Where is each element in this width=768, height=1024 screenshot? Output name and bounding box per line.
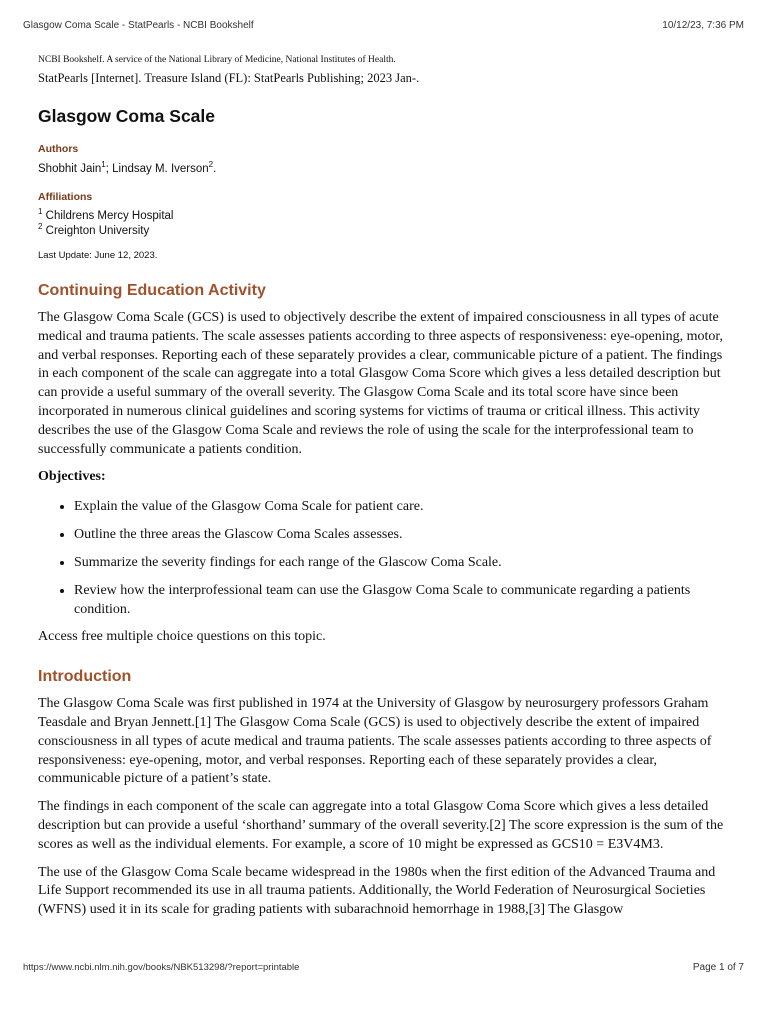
browser-print-title: Glasgow Coma Scale - StatPearls - NCBI Bookshelf bbox=[23, 20, 254, 31]
intro-paragraph-3: The use of the Glasgow Coma Scale became widespread in the 1980s when the first edition of the Advanced Trauma and Life Support recommended its use in all trauma patients. Additionally, the World Federation of Neurosurgical Societies (WFNS) used it in its scale for grading patients with subarachnoid hemorrhage in 1988,[3] The Glasgow bbox=[38, 864, 716, 918]
objective-item: • Review how the interprofessional team can use the Glasgow Coma Scale to communicate regarding a patients condition. bbox=[74, 582, 728, 620]
authors-label: Authors bbox=[38, 143, 79, 155]
citation: StatPearls [Internet]. Treasure Island (FL): StatPearls Publishing; 2023 Jan-. bbox=[38, 71, 420, 85]
print-datetime: 10/12/23, 7:36 PM bbox=[662, 20, 744, 31]
intro-paragraph-2: The findings in each component of the scale can aggregate into a total Glasgow Coma Score which gives a less detailed description but can provide a useful ‘shorthand’ summary of the overall severity.[2] The score expression is the sum of the scores as well as the individual elements. For example, a score of 10 might be expressed as GCS10 = E3V4M3. bbox=[38, 799, 724, 852]
author-separator: ; bbox=[105, 163, 113, 175]
affiliation-2-sup: 2 bbox=[38, 222, 43, 232]
affiliations-label: Affiliations bbox=[38, 191, 93, 203]
access-questions-link[interactable]: Access free multiple choice questions on this topic. bbox=[38, 629, 326, 645]
affiliation-1 bbox=[38, 209, 728, 224]
affiliation-2 bbox=[38, 224, 728, 239]
objective-item: • Summarize the severity findings for each range of the Glascow Coma Scale. bbox=[74, 554, 728, 573]
affiliation-2-text: Creighton University bbox=[42, 225, 150, 237]
intro-paragraph-1: The Glasgow Coma Scale was first published in 1974 at the University of Glasgow by neurosurgery professors Graham Teasdale and Bryan Jennett.[1] The Glasgow Coma Scale (GCS) is used to objectively describe the extent of impaired consciousness in all types of acute medical and trauma patients. The scale assesses patients according to three aspects of responsiveness: eye-opening, motor, and verbal responses. Reporting each of these separately provides a clear, communicable picture of a patient’s state. bbox=[38, 696, 712, 787]
ncbi-service-line: NCBI Bookshelf. A service of the National Library of Medicine, National Institutes of Health. bbox=[38, 55, 396, 65]
affiliation-1-sup: 1 bbox=[38, 207, 43, 217]
last-update: Last Update: June 12, 2023. bbox=[38, 250, 158, 261]
author-1[interactable]: Shobhit Jain bbox=[38, 163, 102, 175]
document-content bbox=[38, 55, 728, 945]
objective-item: • Explain the value of the Glasgow Coma Scale for patient care. bbox=[74, 498, 728, 517]
authors-end: . bbox=[213, 163, 217, 175]
page-title: Glasgow Coma Scale bbox=[38, 106, 216, 126]
affiliations-list bbox=[38, 209, 728, 239]
author-1-affil-sup: 1 bbox=[101, 160, 106, 170]
print-url: https://www.ncbi.nlm.nih.gov/books/NBK513298/?report=printable bbox=[23, 962, 300, 973]
affiliation-1-text: Childrens Mercy Hospital bbox=[42, 210, 174, 222]
objectives-label: Objectives: bbox=[38, 469, 106, 485]
objectives-list bbox=[38, 498, 728, 619]
section-heading-continuing-education: Continuing Education Activity bbox=[38, 282, 266, 299]
author-2-affil-sup: 2 bbox=[208, 160, 214, 170]
page-number: Page 1 of 7 bbox=[692, 962, 744, 973]
author-2[interactable]: Lindsay M. Iverson bbox=[112, 163, 209, 175]
authors-line bbox=[38, 160, 728, 175]
objective-item: • Outline the three areas the Glascow Coma Scales assesses. bbox=[74, 526, 728, 545]
access-questions-paragraph bbox=[38, 628, 728, 647]
cea-paragraph: The Glasgow Coma Scale (GCS) is used to objectively describe the extent of impaired consciousness in all types of acute medical and trauma patients. The scale assesses patients according to three aspects of responsiveness: eye-opening, motor, and verbal responses. Reporting each of these separately provides a clear, communicable picture of a patient. The findings in each component of the scale can aggregate into a total Glasgow Coma Score which gives a less detailed description but can provide a useful summary of the overall severity. The Glasgow Coma Scale and its total score have since been incorporated in numerous clinical guidelines and scoring systems for victims of trauma or critical illness. This activity describes the use of the Glasgow Coma Scale and reviews the role of using the scale for the interprofessional team to successfully communicate a patients condition. bbox=[38, 310, 723, 457]
section-heading-introduction: Introduction bbox=[38, 668, 132, 686]
